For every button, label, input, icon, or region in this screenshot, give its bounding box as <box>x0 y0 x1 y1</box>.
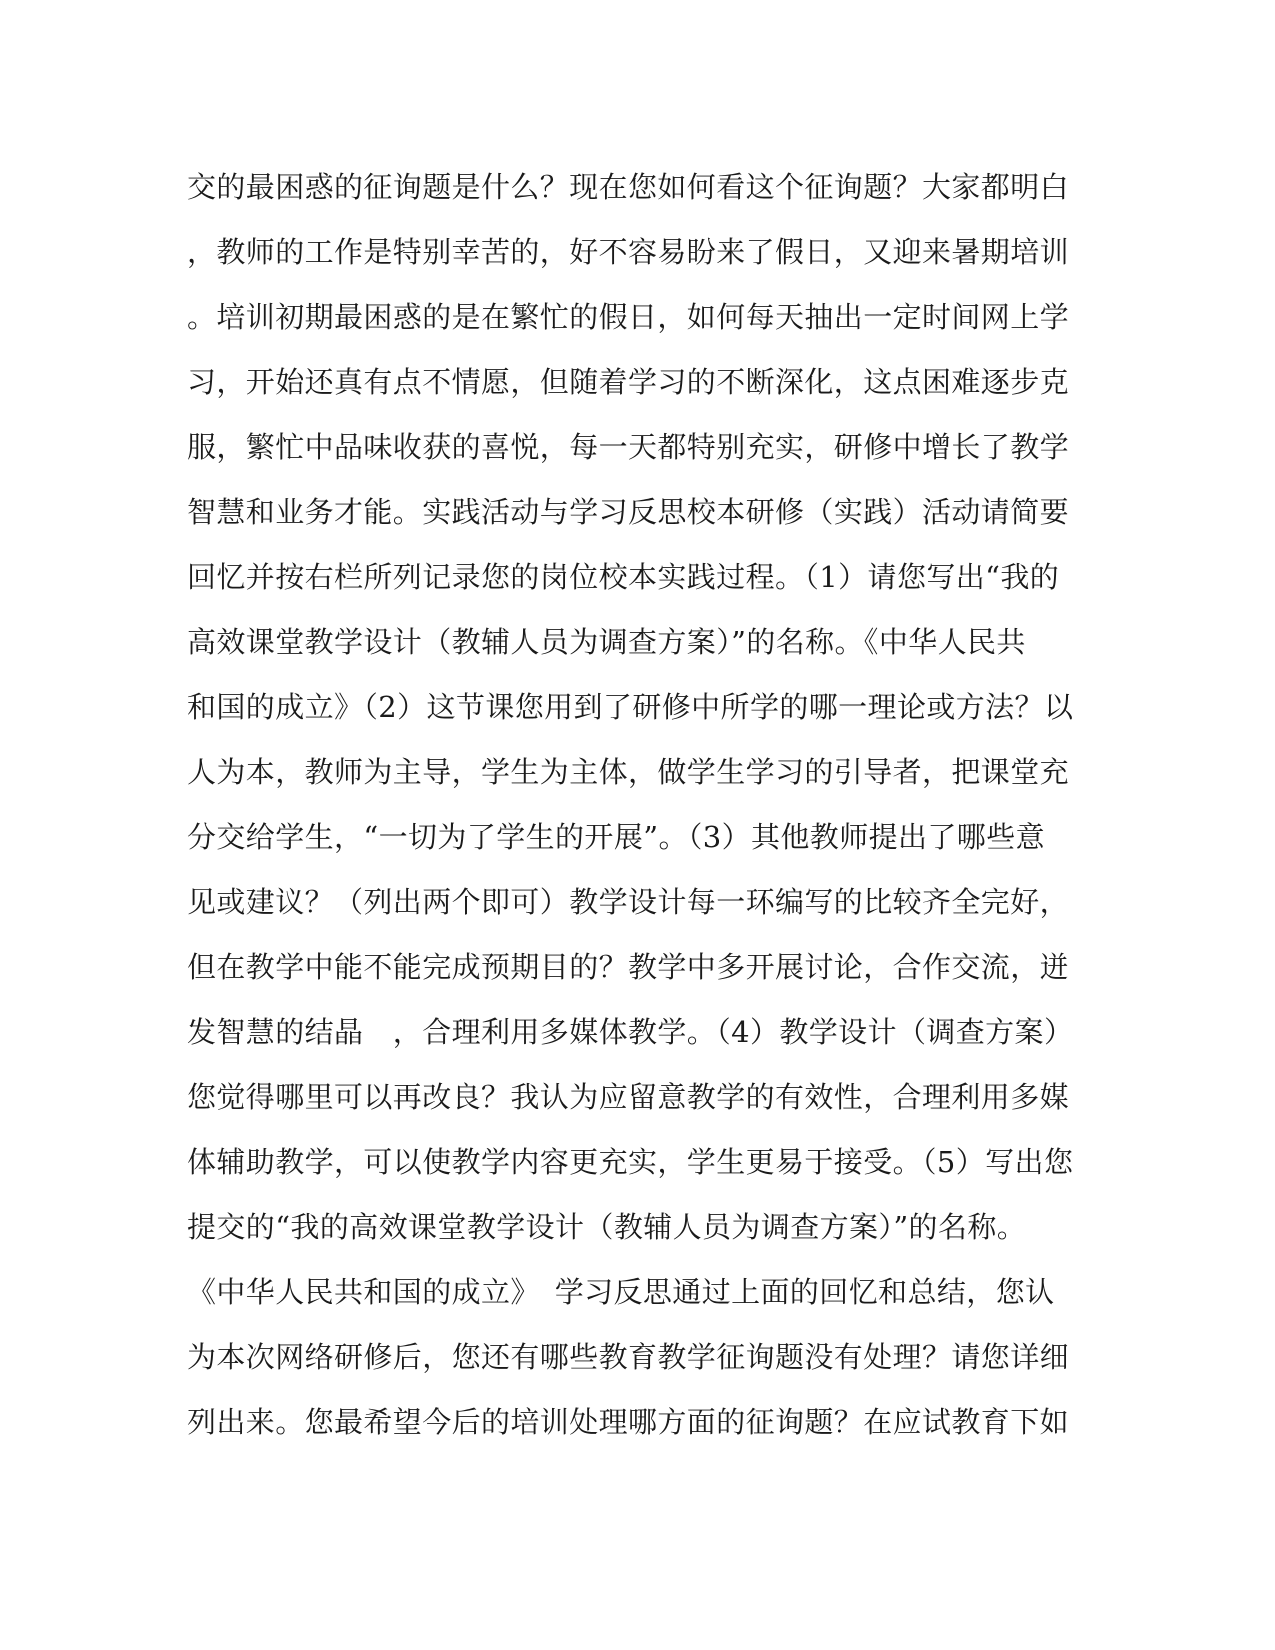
text-line: 和国的成立》（2）这节课您用到了研修中所学的哪一理论或方法？以 <box>187 690 1074 724</box>
text-line: 服，繁忙中品味收获的喜悦，每一天都特别充实，研修中增长了教学 <box>187 430 1070 464</box>
text-line: 习，开始还真有点不情愿，但随着学习的不断深化，这点困难逐步克 <box>187 365 1070 399</box>
text-line: 但在教学中能不能完成预期目的？教学中多开展讨论，合作交流，迸 <box>187 950 1070 984</box>
text-line: 智慧和业务才能。实践活动与学习反思校本研修（实践）活动请简要 <box>187 495 1070 529</box>
body-text <box>187 155 1087 1455</box>
text-line: 列出来。您最希望今后的培训处理哪方面的征询题？在应试教育下如 <box>187 1405 1070 1439</box>
text-line: ，教师的工作是特别幸苦的，好不容易盼来了假日，又迎来暑期培训 <box>187 235 1070 269</box>
text-line: 见或建议？（列出两个即可）教学设计每一环编写的比较齐全完好， <box>187 885 1070 919</box>
text-line: 提交的“我的高效课堂教学设计（教辅人员为调查方案）”的名称。 <box>187 1210 1027 1244</box>
text-line: 您觉得哪里可以再改良？我认为应留意教学的有效性，合理利用多媒 <box>187 1080 1070 1114</box>
text-line: 回忆并按右栏所列记录您的岗位校本实践过程。（1）请您写出“我的 <box>187 560 1060 594</box>
text-line: 分交给学生，“一切为了学生的开展”。（3）其他教师提出了哪些意 <box>187 820 1046 854</box>
text-line: 体辅助教学，可以使教学内容更充实，学生更易于接受。（5）写出您 <box>187 1145 1074 1179</box>
text-line: 《中华人民共和国的成立》 学习反思通过上面的回忆和总结，您认 <box>187 1275 1055 1309</box>
text-line: 。培训初期最困惑的是在繁忙的假日，如何每天抽出一定时间网上学 <box>187 300 1070 334</box>
text-line: 发智慧的结晶 ，合理利用多媒体教学。（4）教学设计（调查方案） <box>187 1015 1074 1049</box>
text-line: 为本次网络研修后，您还有哪些教育教学征询题没有处理？请您详细 <box>187 1340 1070 1374</box>
text-line: 高效课堂教学设计（教辅人员为调查方案）”的名称。《中华人民共 <box>187 625 1026 659</box>
text-line: 人为本，教师为主导，学生为主体，做学生学习的引导者，把课堂充 <box>187 755 1070 789</box>
text-line: 交的最困惑的征询题是什么？现在您如何看这个征询题？大家都明白 <box>187 170 1070 204</box>
